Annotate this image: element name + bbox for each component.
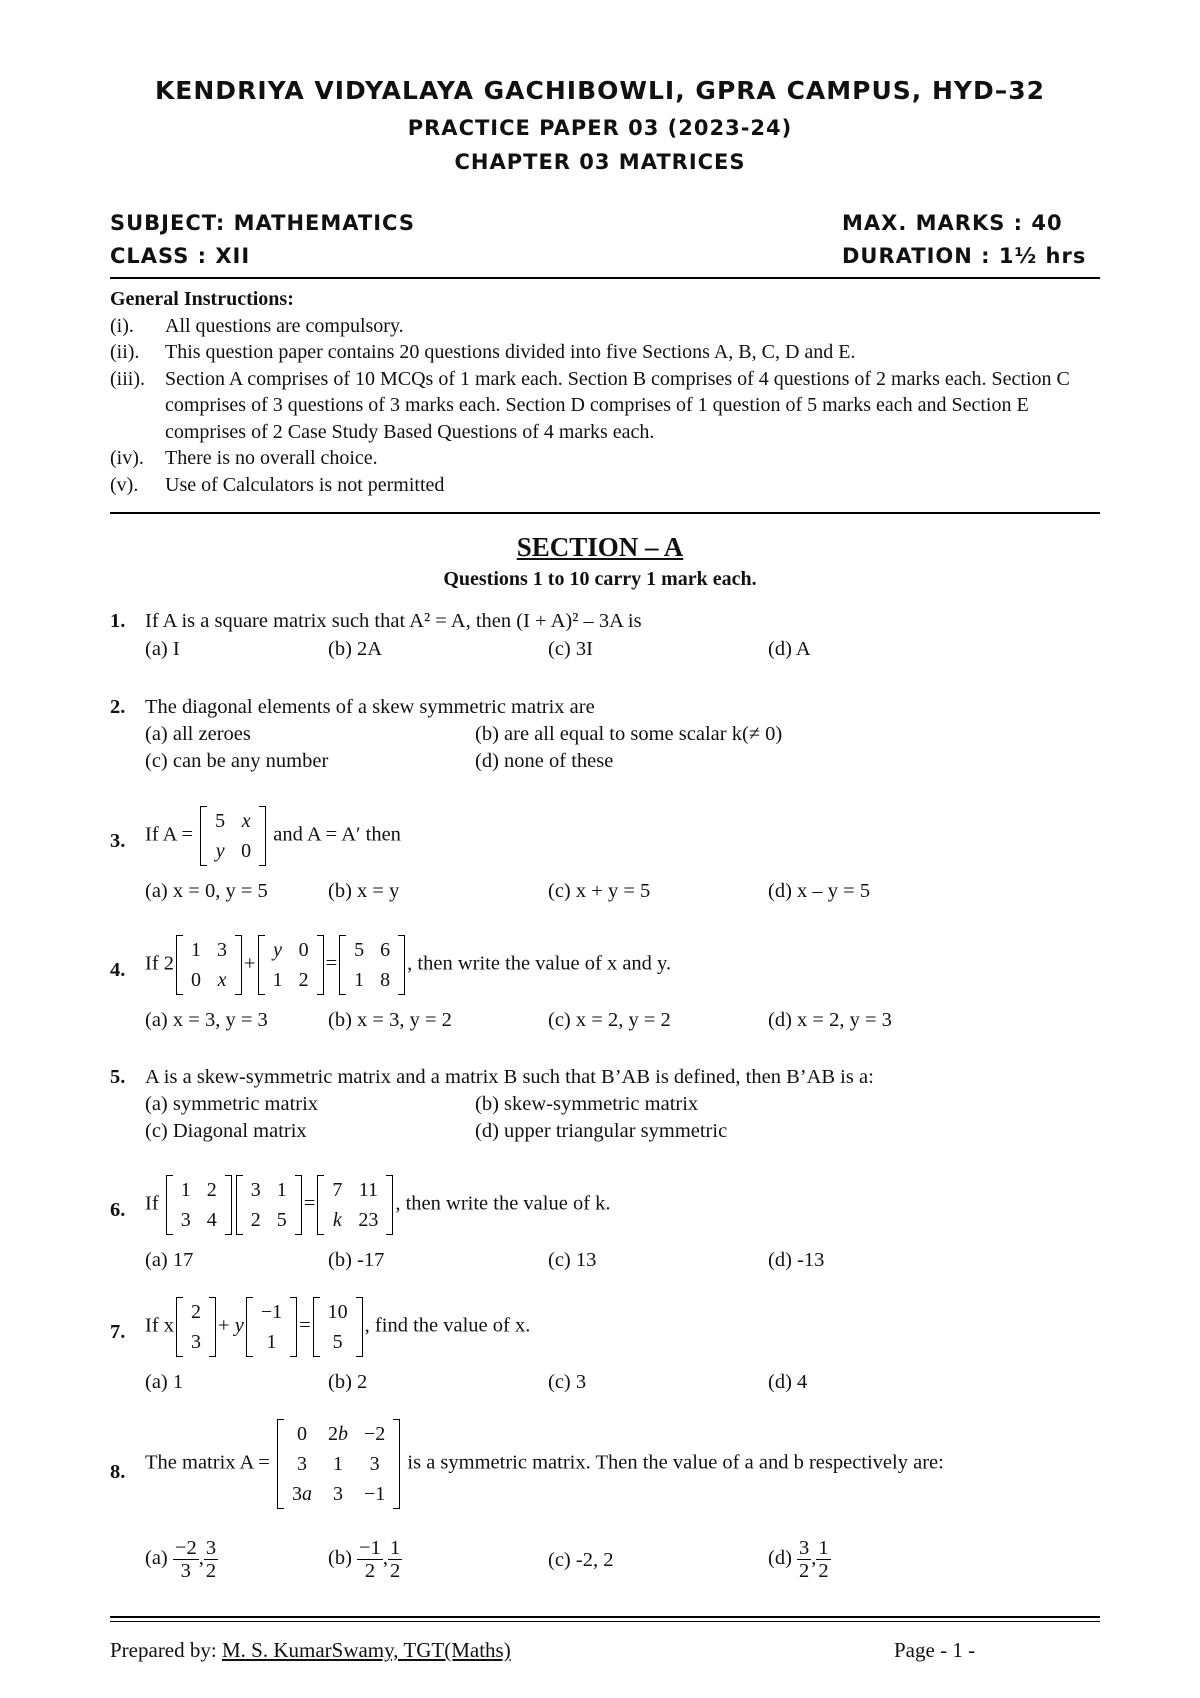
- instruction-item: (iv). There is no overall choice.: [110, 447, 378, 469]
- instruction-item: (i). All questions are compulsory.: [110, 314, 404, 337]
- option[interactable]: (c) x = 2, y = 2: [548, 1009, 671, 1031]
- question-text: If 1 2 3 4 3 1 2 5 = 7 11 k 23 , then write the value of k.: [145, 1175, 611, 1235]
- option[interactable]: (b) -17: [328, 1249, 385, 1271]
- question-text: A is a skew-symmetric matrix and a matrix B such that B’AB is defined, then B’AB is a:: [145, 1066, 874, 1088]
- question-text: If x 2 3 + y −1 1 = 10 5 , find the value of x.: [145, 1297, 530, 1357]
- matrix: 5 x y 0: [200, 806, 266, 866]
- fraction: $\frac{-1}{2}$: [359, 1537, 381, 1582]
- section-title: SECTION – A: [516, 532, 684, 562]
- option[interactable]: (d) x = 2, y = 3: [768, 1009, 892, 1031]
- general-instructions: [110, 286, 1100, 498]
- option[interactable]: (b) x = 3, y = 2: [328, 1009, 452, 1031]
- option[interactable]: (a) $\frac{-2}{3}$ , $\frac{3}{2}$: [145, 1537, 217, 1582]
- option[interactable]: (b) x = y: [328, 880, 400, 902]
- option[interactable]: (d) upper triangular symmetric: [475, 1120, 728, 1142]
- instruction-item: (v). Use of Calculators is not permitted: [110, 473, 445, 496]
- header-rule: [110, 277, 1100, 279]
- option[interactable]: (c) 3I: [548, 638, 593, 660]
- paper-title: PRACTICE PAPER 03 (2023-24): [407, 116, 793, 140]
- subject-label: SUBJECT: MATHEMATICS: [110, 211, 415, 235]
- option[interactable]: (c) Diagonal matrix: [145, 1120, 307, 1142]
- matrix: 3 1 2 5: [236, 1175, 302, 1235]
- matrix: y 0 1 2: [258, 935, 324, 995]
- option[interactable]: (b) skew-symmetric matrix: [475, 1093, 699, 1115]
- instructions-rule: [110, 512, 1100, 514]
- option[interactable]: (a) I: [145, 638, 180, 660]
- option[interactable]: (d) $\frac{3}{2}$ , $\frac{1}{2}$: [768, 1537, 829, 1582]
- question-text: If A is a square matrix such that A² = A, then (I + A)² – 3A is: [145, 610, 642, 632]
- option[interactable]: (c) 3: [548, 1371, 587, 1393]
- option[interactable]: (d) none of these: [475, 750, 614, 772]
- matrix: 0 2b −2 3 1 3 3a 3 −1: [277, 1419, 400, 1509]
- option[interactable]: (b) 2A: [328, 638, 383, 660]
- fraction: $\frac{3}{2}$: [799, 1537, 810, 1582]
- fraction: $\frac{1}{2}$: [389, 1537, 401, 1582]
- option[interactable]: (d) -13: [768, 1249, 825, 1271]
- question-text: The diagonal elements of a skew symmetric matrix are: [145, 696, 595, 718]
- footer-rule: [110, 1616, 1100, 1618]
- option[interactable]: (b) 2: [328, 1371, 368, 1393]
- class-label: CLASS : XII: [110, 244, 251, 268]
- school-title: KENDRIYA VIDYALAYA GACHIBOWLI, GPRA CAMPUS, HYD–32: [154, 76, 1046, 105]
- fraction: $\frac{1}{2}$: [818, 1537, 829, 1582]
- option[interactable]: (c) -2, 2: [548, 1549, 614, 1571]
- page-number: Page - 1 -: [894, 1638, 976, 1662]
- option[interactable]: (d) 4: [768, 1371, 808, 1393]
- fraction: $\frac{3}{2}$: [205, 1537, 217, 1582]
- option[interactable]: (a) x = 0, y = 5: [145, 880, 268, 902]
- matrix: 10 5: [313, 1297, 363, 1357]
- question-text: The matrix A = 0 2b −2 3 1 3 3a 3 −1 is a symmetric matrix. Then the value of a and b respectively are:: [145, 1419, 944, 1509]
- author-name: M. S. KumarSwamy, TGT(Maths): [221, 1638, 511, 1662]
- matrix: 1 3 0 x: [176, 935, 242, 995]
- option[interactable]: (a) x = 3, y = 3: [145, 1009, 268, 1031]
- footer-prepared: Prepared by: M. S. KumarSwamy, TGT(Maths): [110, 1638, 511, 1662]
- option[interactable]: (d) A: [768, 638, 811, 660]
- duration-label: DURATION : 1½ hrs: [842, 244, 1087, 268]
- question-text: If A = 5 x y 0 and A = A′ then: [145, 806, 401, 866]
- matrix: 5 6 1 8: [339, 935, 405, 995]
- option[interactable]: (a) 17: [145, 1249, 194, 1271]
- option[interactable]: (a) all zeroes: [145, 723, 251, 745]
- section-subtitle: Questions 1 to 10 carry 1 mark each.: [443, 568, 757, 590]
- option[interactable]: (c) x + y = 5: [548, 880, 651, 902]
- option[interactable]: (d) x – y = 5: [768, 880, 871, 902]
- matrix: −1 1: [246, 1297, 297, 1357]
- fraction: $\frac{-2}{3}$: [174, 1537, 197, 1582]
- option[interactable]: (c) 13: [548, 1249, 597, 1271]
- option[interactable]: (b) $\frac{-1}{2}$ , $\frac{1}{2}$: [328, 1537, 401, 1582]
- matrix: 2 3: [176, 1297, 216, 1357]
- max-marks-label: MAX. MARKS : 40: [842, 211, 1063, 235]
- option[interactable]: (c) can be any number: [145, 750, 329, 772]
- question-text: If 2 1 3 0 x + y 0 1 2 = 5 6 1 8 , then write the value of x and y.: [145, 935, 671, 995]
- instruction-item: (ii). This question paper contains 20 questions divided into five Sections A, B, C, D and E.: [110, 341, 856, 363]
- option[interactable]: (b) are all equal to some scalar k(≠ 0): [475, 723, 783, 745]
- instruction-item: (iii). Section A comprises of 10 MCQs of 1 mark each. Section B comprises of 4 questions of 2 marks each. Section C comprises of 3 questions of 3 marks each. Section D comprises of 1 question of 5 marks each and Section E comprises of 2 Case Study Based Questions of 4 marks each.: [110, 367, 1070, 443]
- matrix: 7 11 k 23: [317, 1175, 393, 1235]
- instructions-title: General Instructions:: [110, 288, 294, 310]
- option[interactable]: (a) symmetric matrix: [145, 1093, 319, 1115]
- option[interactable]: (a) 1: [145, 1371, 184, 1393]
- chapter-title: CHAPTER 03 MATRICES: [454, 150, 746, 174]
- footer-rule-thin: [110, 1621, 1100, 1622]
- matrix: 1 2 3 4: [166, 1175, 232, 1235]
